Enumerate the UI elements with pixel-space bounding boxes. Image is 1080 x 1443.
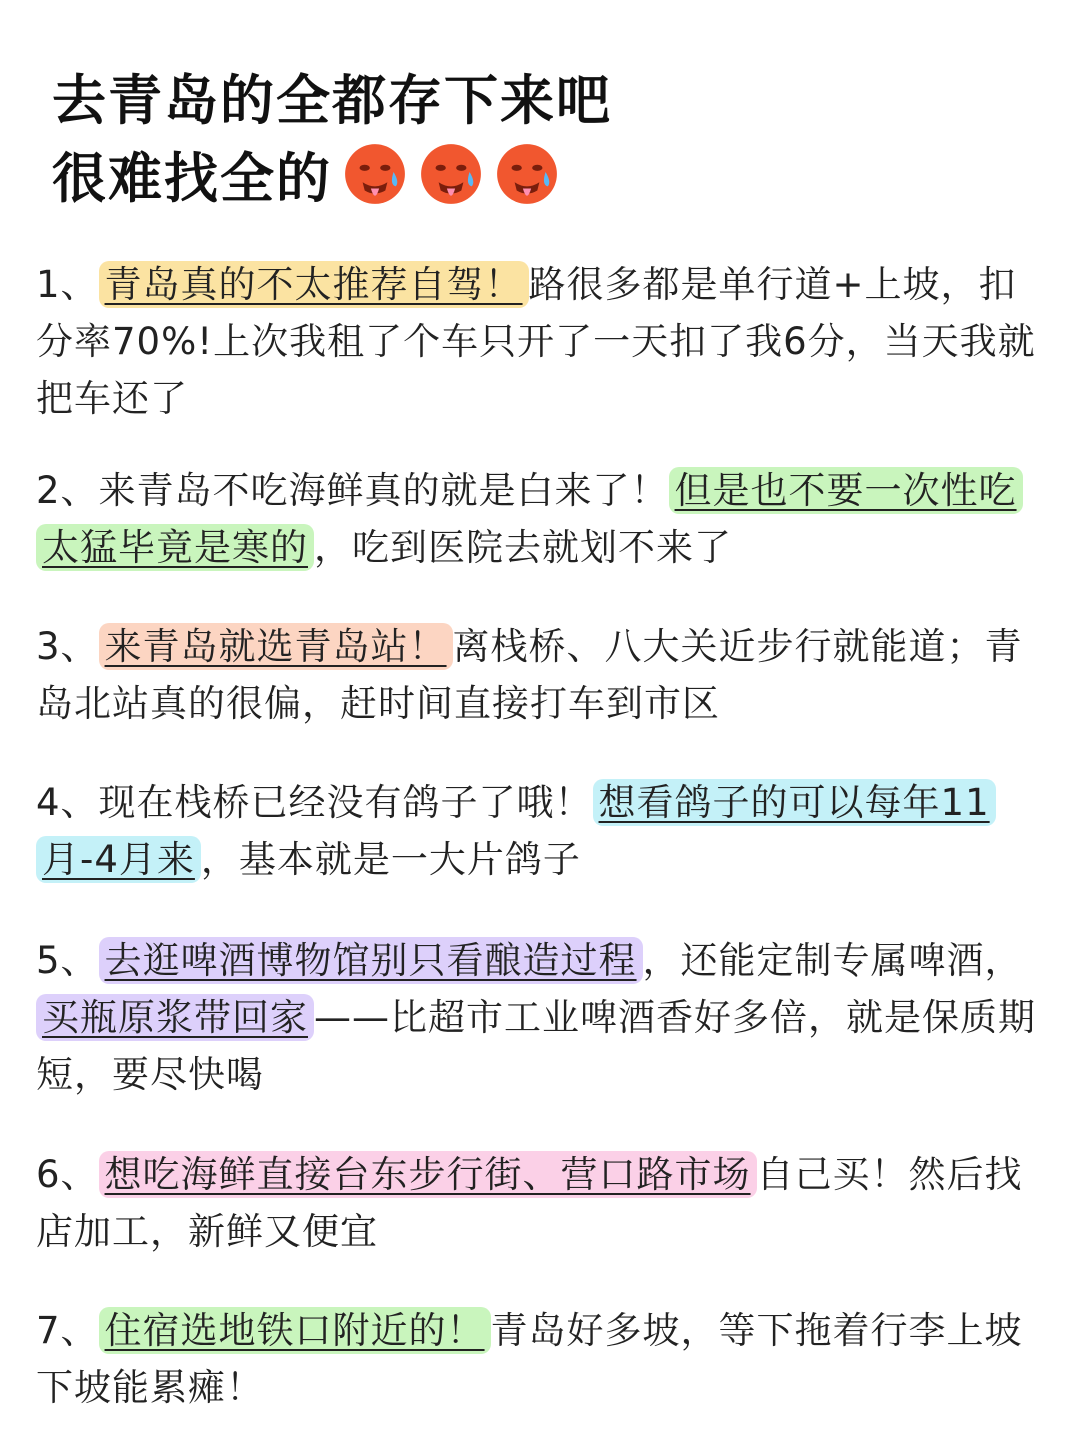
tip-7 — [36, 1302, 1036, 1416]
tip-number: 2、 — [36, 469, 99, 512]
tip-6 — [36, 1146, 1036, 1260]
tip-highlight: 去逛啤酒博物馆别只看酿造过程 — [99, 937, 643, 984]
hot-face-emoji-icon — [494, 141, 560, 207]
tip-number: 7、 — [36, 1309, 99, 1352]
hot-face-emoji-icon — [342, 141, 408, 207]
tip-text: 青岛好多坡，等下拖着行李上坡下坡能累瘫！ — [36, 1309, 1023, 1409]
tip-highlight-2: 买瓶原浆带回家 — [36, 994, 314, 1041]
tip-4 — [36, 774, 1036, 888]
tip-2 — [36, 462, 1036, 576]
tip-highlight: 住宿选地铁口附近的！ — [99, 1307, 491, 1354]
tip-highlight: 但是也不要一次性吃太猛毕竟是寒的 — [36, 467, 1023, 571]
tip-3 — [36, 618, 1036, 732]
tip-text: 自己买！然后找店加工，新鲜又便宜 — [36, 1153, 1023, 1253]
tip-text: 来青岛不吃海鲜真的就是白来了！ — [98, 469, 669, 512]
tip-5 — [36, 932, 1036, 1103]
tip-highlight: 想看鸽子的可以每年11月-4月来 — [36, 779, 996, 883]
tip-number: 3、 — [36, 625, 99, 668]
title-line-1: 去青岛的全都存下来吧 — [52, 69, 612, 132]
tip-number: 1、 — [36, 263, 99, 306]
title-line-2-text: 很难找全的 — [52, 147, 332, 210]
tip-text: 现在栈桥已经没有鸽子了哦！ — [98, 781, 593, 824]
page-title — [52, 62, 612, 218]
tip-text: ，吃到医院去就划不来了 — [314, 526, 732, 569]
title-line-2 — [52, 140, 612, 218]
tip-number: 4、 — [36, 781, 99, 824]
tip-highlight: 想吃海鲜直接台东步行街、营口路市场 — [99, 1151, 757, 1198]
tip-number: 6、 — [36, 1153, 99, 1196]
tip-text: 离栈桥、八大关近步行就能道；青岛北站真的很偏，赶时间直接打车到市区 — [36, 625, 1023, 725]
tip-1 — [36, 256, 1036, 427]
tip-highlight: 青岛真的不太推荐自驾！ — [99, 261, 529, 308]
tip-text: ，还能定制专属啤酒， — [642, 939, 1023, 982]
tip-number: 5、 — [36, 939, 99, 982]
tip-text: 路很多都是单行道+上坡，扣分率70%!上次我租了个车只开了一天扣了我6分，当天我就把车还了 — [36, 263, 1036, 420]
tip-highlight: 来青岛就选青岛站！ — [99, 623, 453, 670]
tip-text: ，基本就是一大片鸽子 — [200, 838, 581, 881]
tip-text: ——比超市工业啤酒香好多倍，就是保质期短，要尽快喝 — [36, 996, 1036, 1096]
hot-face-emoji-icon — [418, 141, 484, 207]
